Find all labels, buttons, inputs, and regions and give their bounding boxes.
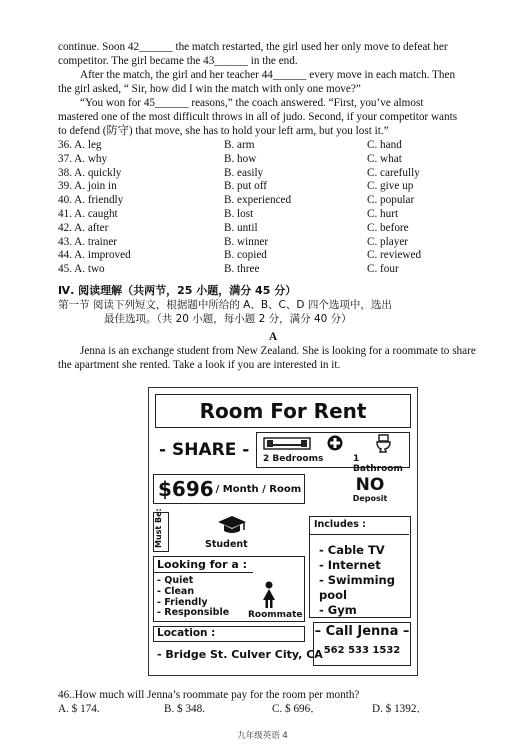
option-c: C. hand	[367, 139, 402, 151]
looking-for-divider	[153, 572, 253, 573]
option-b: B. until	[224, 221, 258, 234]
rooms-box	[256, 432, 410, 474]
option-a: 40. A. friendly	[58, 194, 124, 207]
option-b: B. experienced	[224, 194, 292, 207]
option-c: C. four	[367, 263, 399, 276]
looking-item: - Quiet	[157, 575, 194, 586]
page-footer: 九年级英语 4	[237, 731, 288, 741]
includes-list	[319, 543, 417, 618]
question-46-text: 46..How much will Jenna’s roommate pay for the room per month?	[58, 689, 360, 701]
no-label: NO	[355, 475, 385, 495]
cloze-passage	[58, 40, 488, 372]
woman-icon	[261, 581, 277, 609]
deposit-box	[345, 476, 395, 503]
option-c: C. reviewed	[367, 249, 422, 262]
option-row-44	[58, 248, 488, 262]
bathroom-label: 1 Bathroom	[353, 454, 403, 474]
option-c: C. before	[367, 221, 409, 234]
option-b: B. copied	[224, 249, 267, 262]
intro-line2: the apartment she rented. Take a look if you are interested in it.	[58, 358, 341, 371]
option-b: B. how	[224, 152, 257, 165]
para3-line3: to defend (防守) that move, she has to hold your left arm, but you lost it.”	[58, 125, 389, 137]
include-item: - Swimming pool	[319, 573, 395, 602]
location-heading: Location :	[157, 627, 216, 639]
option-row-41	[58, 207, 488, 221]
option-b: B. winner	[224, 235, 269, 248]
para3-line1: “You won for 45______ reasons,” the coach answered. “First, you’ve almost	[80, 97, 424, 109]
looking-item: - Clean	[157, 585, 195, 597]
section-title: Ⅳ. 阅读理解（共两节，25 小题，满分 45 分）	[58, 283, 297, 297]
price-value: $696	[158, 477, 214, 501]
student-label: Student	[205, 539, 248, 550]
option-c: C. popular	[367, 194, 415, 207]
option-a: 45. A. two	[58, 263, 105, 276]
option-row-38	[58, 166, 488, 180]
option-c: C. what	[367, 152, 402, 165]
question-46-options	[58, 702, 498, 716]
option-d: D. $ 1392．	[372, 703, 428, 715]
deposit-label: Deposit	[352, 494, 388, 503]
option-c: C. give up	[367, 180, 414, 193]
call-heading: – Call Jenna –	[314, 624, 410, 639]
option-a: 43. A. trainer	[58, 235, 118, 248]
roommate-label: Roommate	[248, 610, 303, 620]
bedrooms-label: 2 Bedrooms	[263, 454, 324, 464]
includes-divider	[309, 534, 409, 535]
room-for-rent-poster	[148, 387, 418, 676]
poster-share: - SHARE -	[159, 440, 250, 460]
option-a: 37. A. why	[58, 152, 108, 165]
option-b: B. put off	[224, 180, 267, 193]
includes-heading: Includes :	[314, 519, 366, 530]
option-c: C. player	[367, 235, 409, 248]
phone-number: 562 533 1532	[323, 645, 401, 656]
graduation-cap-icon	[217, 514, 247, 536]
option-a: 41. A. caught	[58, 207, 118, 220]
intro-line1: Jenna is an exchange student from New Zealand. She is looking for a roommate to share	[80, 344, 476, 357]
location-value: - Bridge St. Culver City, CA	[157, 648, 323, 661]
option-b: B. arm	[224, 139, 255, 151]
para1-line1: continue. Soon 42______ the match restarted, the girl used her only move to defeat her	[58, 41, 448, 53]
option-b: B. lost	[224, 207, 254, 220]
poster-title: Room For Rent	[155, 394, 411, 428]
para2-line1: After the match, the girl and her teacher 44______ every move in each match. Then	[80, 69, 456, 81]
include-item: - Internet	[319, 558, 381, 572]
instruction-line1: 第一节 阅读下列短文，根据题中所给的 A、B、C、D 四个选项中，选出	[58, 298, 392, 311]
option-c: C. hurt	[367, 207, 399, 220]
looking-item: - Responsible	[157, 607, 230, 619]
para2-line2: the girl asked, “ Sir, how did I win the match with only one move?”	[58, 83, 361, 95]
include-item: - Cable TV	[319, 543, 385, 557]
option-c: C. $ 696．	[272, 703, 322, 715]
plus-icon	[327, 435, 343, 451]
option-b: B. three	[224, 263, 260, 276]
include-item: - Gym	[319, 603, 357, 617]
option-a: A. $ 174.	[58, 703, 100, 715]
price-unit: / Month / Room	[215, 483, 302, 495]
option-a: 38. A. quickly	[58, 166, 122, 179]
looking-item: - Friendly	[157, 596, 208, 608]
option-a: 39. A. join in	[58, 180, 117, 193]
option-row-37	[58, 152, 488, 166]
option-b: B. $ 348.	[164, 703, 206, 715]
option-row-40	[58, 193, 488, 207]
bed-icon	[263, 436, 311, 452]
option-a: 36. A. leg	[58, 139, 102, 151]
option-a: 44. A. improved	[58, 249, 131, 262]
looking-for-heading: Looking for a :	[157, 558, 247, 571]
toilet-icon	[375, 434, 391, 453]
option-a: 42. A. after	[58, 221, 109, 234]
option-row-39	[58, 179, 488, 193]
options-list	[58, 138, 488, 276]
option-row-42	[58, 221, 488, 235]
looking-for-list	[157, 576, 229, 619]
para1-line2: competitor. The girl became the 43______ in the end.	[58, 55, 298, 67]
question-46	[58, 688, 498, 716]
instruction-line2: 最佳选项。（共 20 小题，每小题 2 分，满分 40 分）	[104, 313, 352, 326]
must-be-label: Must Be:	[154, 508, 163, 548]
para3-line2: mastered one of the most difficult throws in all of judo. Second, if your competitor wants	[58, 111, 458, 123]
passage-label: A	[268, 330, 278, 343]
option-row-43	[58, 235, 488, 249]
price-box	[153, 474, 305, 504]
option-row-36	[58, 138, 488, 152]
option-b: B. easily	[224, 166, 264, 179]
option-c: C. carefully	[367, 166, 420, 179]
option-row-45	[58, 262, 488, 276]
